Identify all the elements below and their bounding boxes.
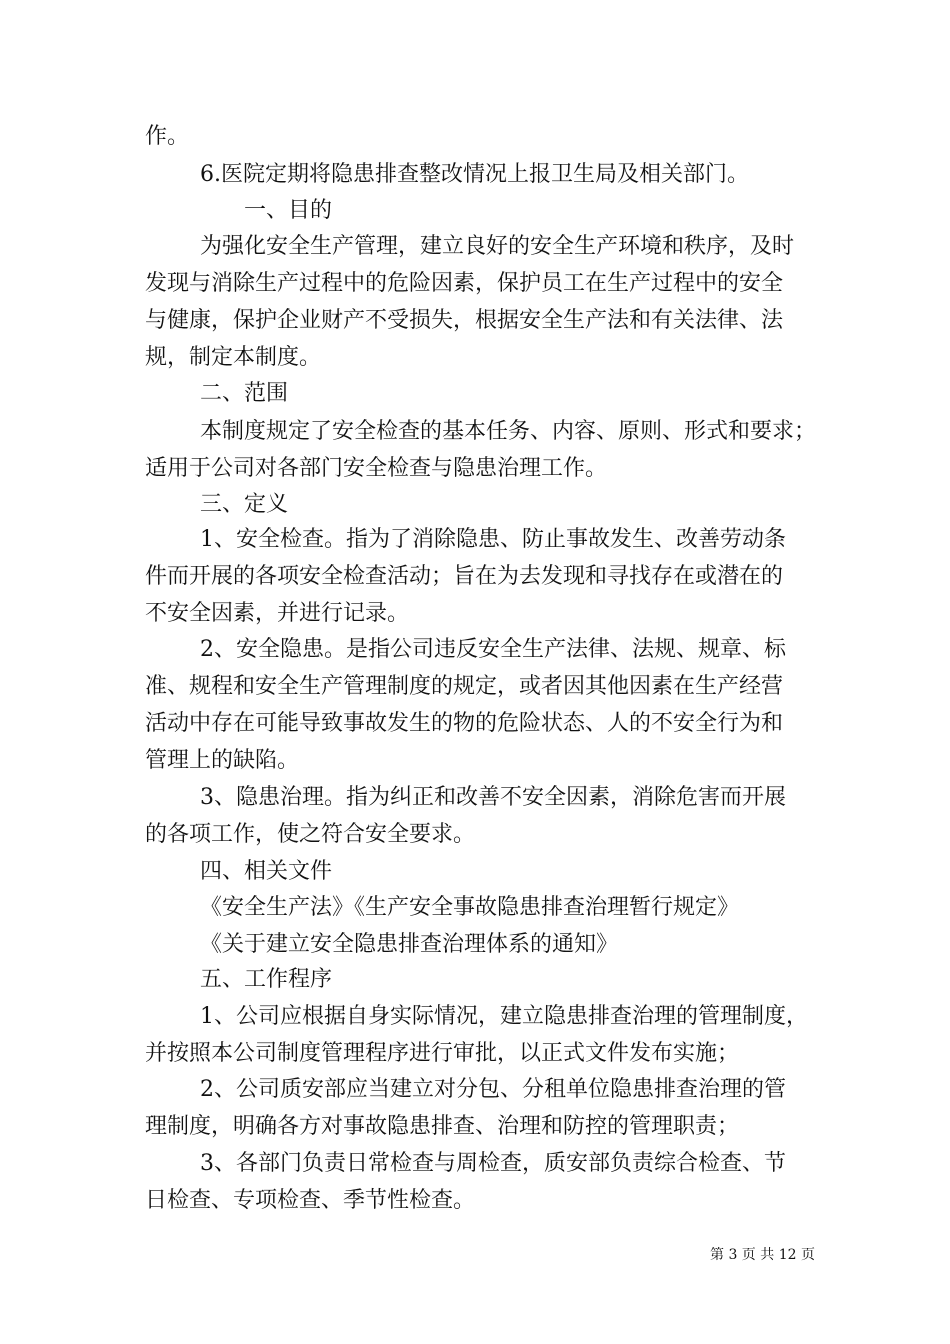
text-line: 准、规程和安全生产管理制度的规定，或者因其他因素在生产经营 [145, 674, 784, 699]
text-line: 3、各部门负责日常检查与周检查，质安部负责综合检查、节 [200, 1151, 786, 1176]
text-line: 不安全因素，并进行记录。 [145, 601, 410, 626]
text-line: 3、隐患治理。指为纠正和改善不安全因素，消除危害而开展 [200, 785, 786, 810]
section-heading: 五、工作程序 [200, 967, 333, 992]
text-line: 2、安全隐患。是指公司违反安全生产法律、法规、规章、标 [200, 637, 786, 662]
text-line: 与健康，保护企业财产不受损失，根据安全生产法和有关法律、法 [145, 308, 784, 333]
text-line: 管理上的缺陷。 [145, 748, 300, 773]
text-line: 发现与消除生产过程中的危险因素，保护员工在生产过程中的安全 [145, 271, 784, 296]
text-line: 理制度，明确各方对事故隐患排查、治理和防控的管理职责； [145, 1114, 740, 1139]
section-heading: 四、相关文件 [200, 859, 333, 884]
text-line: 6.医院定期将隐患排查整改情况上报卫生局及相关部门。 [200, 162, 749, 187]
text-line: 并按照本公司制度管理程序进行审批，以正式文件发布实施； [145, 1041, 740, 1066]
page-number-footer: 第 3 页 共 12 页 [710, 1247, 815, 1263]
section-heading: 二、范围 [200, 381, 289, 406]
text-line: 《关于建立安全隐患排查治理体系的通知》 [200, 932, 619, 957]
text-line: 1、公司应根据自身实际情况，建立隐患排查治理的管理制度， [200, 1004, 808, 1029]
text-line: 的各项工作，使之符合安全要求。 [145, 822, 476, 847]
text-line: 作。 [145, 124, 190, 149]
text-line: 适用于公司对各部门安全检查与隐患治理工作。 [145, 456, 608, 481]
text-line: 1、安全检查。指为了消除隐患、防止事故发生、改善劳动条 [200, 527, 786, 552]
text-line: 2、公司质安部应当建立对分包、分租单位隐患排查治理的管 [200, 1077, 786, 1102]
text-line: 日检查、专项检查、季节性检查。 [145, 1188, 476, 1213]
text-line: 《安全生产法》《生产安全事故隐患排查治理暂行规定》 [200, 895, 740, 920]
text-line: 为强化安全生产管理，建立良好的安全生产环境和秩序，及时 [200, 234, 795, 259]
text-line: 活动中存在可能导致事故发生的物的危险状态、人的不安全行为和 [145, 711, 784, 736]
section-heading: 一、目的 [244, 198, 333, 223]
section-heading: 三、定义 [200, 492, 289, 517]
text-line: 件而开展的各项安全检查活动；旨在为去发现和寻找存在或潜在的 [145, 564, 784, 589]
text-line: 规，制定本制度。 [145, 345, 322, 370]
text-line: 本制度规定了安全检查的基本任务、内容、原则、形式和要求； [200, 419, 817, 444]
